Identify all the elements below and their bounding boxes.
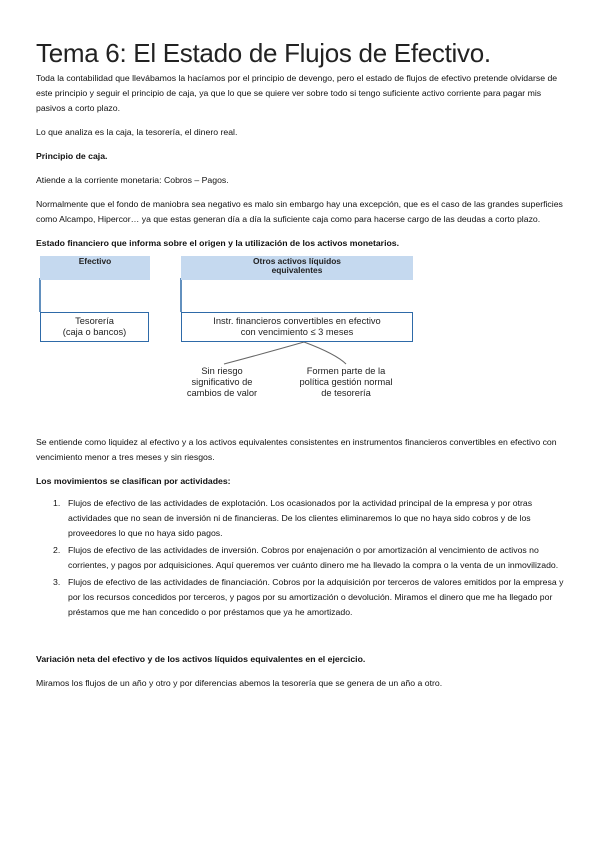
activities-list [36,496,566,620]
list-item: 3. Flujos de efectivo de las actividades de financiación. Cobros por la adquisición por terceros de valores emitidos por la empresa y por los recursos concedidos por terceros, y pagos por su amortización o devolución. Miramos el dinero que me ha llegado por préstamos que me han concedido o por préstamos que ya he amortizado. [53,577,564,617]
atiende-paragraph: Atiende a la corriente monetaria: Cobros – Pagos. [36,175,229,185]
list-item: 2. Flujos de efectivo de las actividades de inversión. Cobros por enajenación o por amortización al vencimiento de activos no corrientes, y pagos por adquisiciones. Aquí queremos ver cuánto dinero me ha llevado la compra o la venta de un inmovilizado. [53,545,559,570]
vencimiento-label: con vencimiento ≤ 3 meses [240,327,354,337]
efectivo-header-box [40,256,150,280]
branch-left [224,342,304,364]
normalmente-paragraph: Normalmente que el fondo de maniobra sea negativo es malo sin embargo hay una excepción, que es el caso de las grandes superficies como Alcampo, Hipercor… ya que estas generan día a día la suficiente caja como para hacerse cargo de las deudas a corto plazo. [36,199,563,224]
variacion-heading: Variación neta del efectivo y de los activos líquidos equivalentes en el ejercicio. [36,654,366,664]
tesoreria-label: Tesorería [75,316,114,326]
sin-riesgo-leaf: Sin riesgo significativo de cambios de valor [186,366,258,398]
politica-leaf: Formen parte de la política gestión normal de tesorería [299,366,393,398]
branch-right [304,342,346,364]
tesoreria-box [40,312,149,342]
list-item: 1. Flujos de efectivo de las actividades de explotación. Los ocasionados por la actividad principal de la empresa y por otras actividades que no sean de inversión ni de financieras. De los clientes eliminaremos lo que no haya sido cobros y de los proveedores lo que no haya sido pagos. [53,498,533,538]
analiza-paragraph: Lo que analiza es la caja, la tesorería, el dinero real. [36,127,238,137]
movimientos-heading: Los movimientos se clasifican por actividades: [36,476,231,486]
entiende-paragraph: Se entiende como liquidez al efectivo y a los activos equivalentes consistentes en instrumentos financieros convertibles en efectivo con vencimiento menor a tres meses y sin riesgos. [36,437,557,462]
equivalentes-label-1: Otros activos líquidos [253,256,341,266]
principio-heading: Principio de caja. [36,151,108,161]
estado-heading: Estado financiero que informa sobre el origen y la utilización de los activos monetarios. [36,238,400,248]
instrumentos-box [181,312,413,342]
equivalentes-label-2: equivalentes [271,265,323,275]
equivalentes-header-box [181,256,413,280]
document-page [36,38,566,691]
intro-paragraph: Toda la contabilidad que llevábamos la hacíamos por el principio de devengo, pero el estado de flujos de efectivo pretende olvidarse de este principio y seguir el principio de caja, ya que lo que se quiere ver sobre todo si tengo suficiente activo corriente para pagar mis pasivos a corto plazo. [36,73,558,113]
miramos-paragraph: Miramos los flujos de un año y otro y por diferencias abemos la tesorería que se genera de un año a otro. [36,678,443,688]
liquidity-diagram [36,254,566,424]
efectivo-label: Efectivo [78,256,112,266]
page-title: Tema 6: El Estado de Flujos de Efectivo. [36,38,491,68]
instrumentos-label: Instr. financieros convertibles en efectivo [213,316,381,326]
caja-bancos-label: (caja o bancos) [62,327,127,337]
